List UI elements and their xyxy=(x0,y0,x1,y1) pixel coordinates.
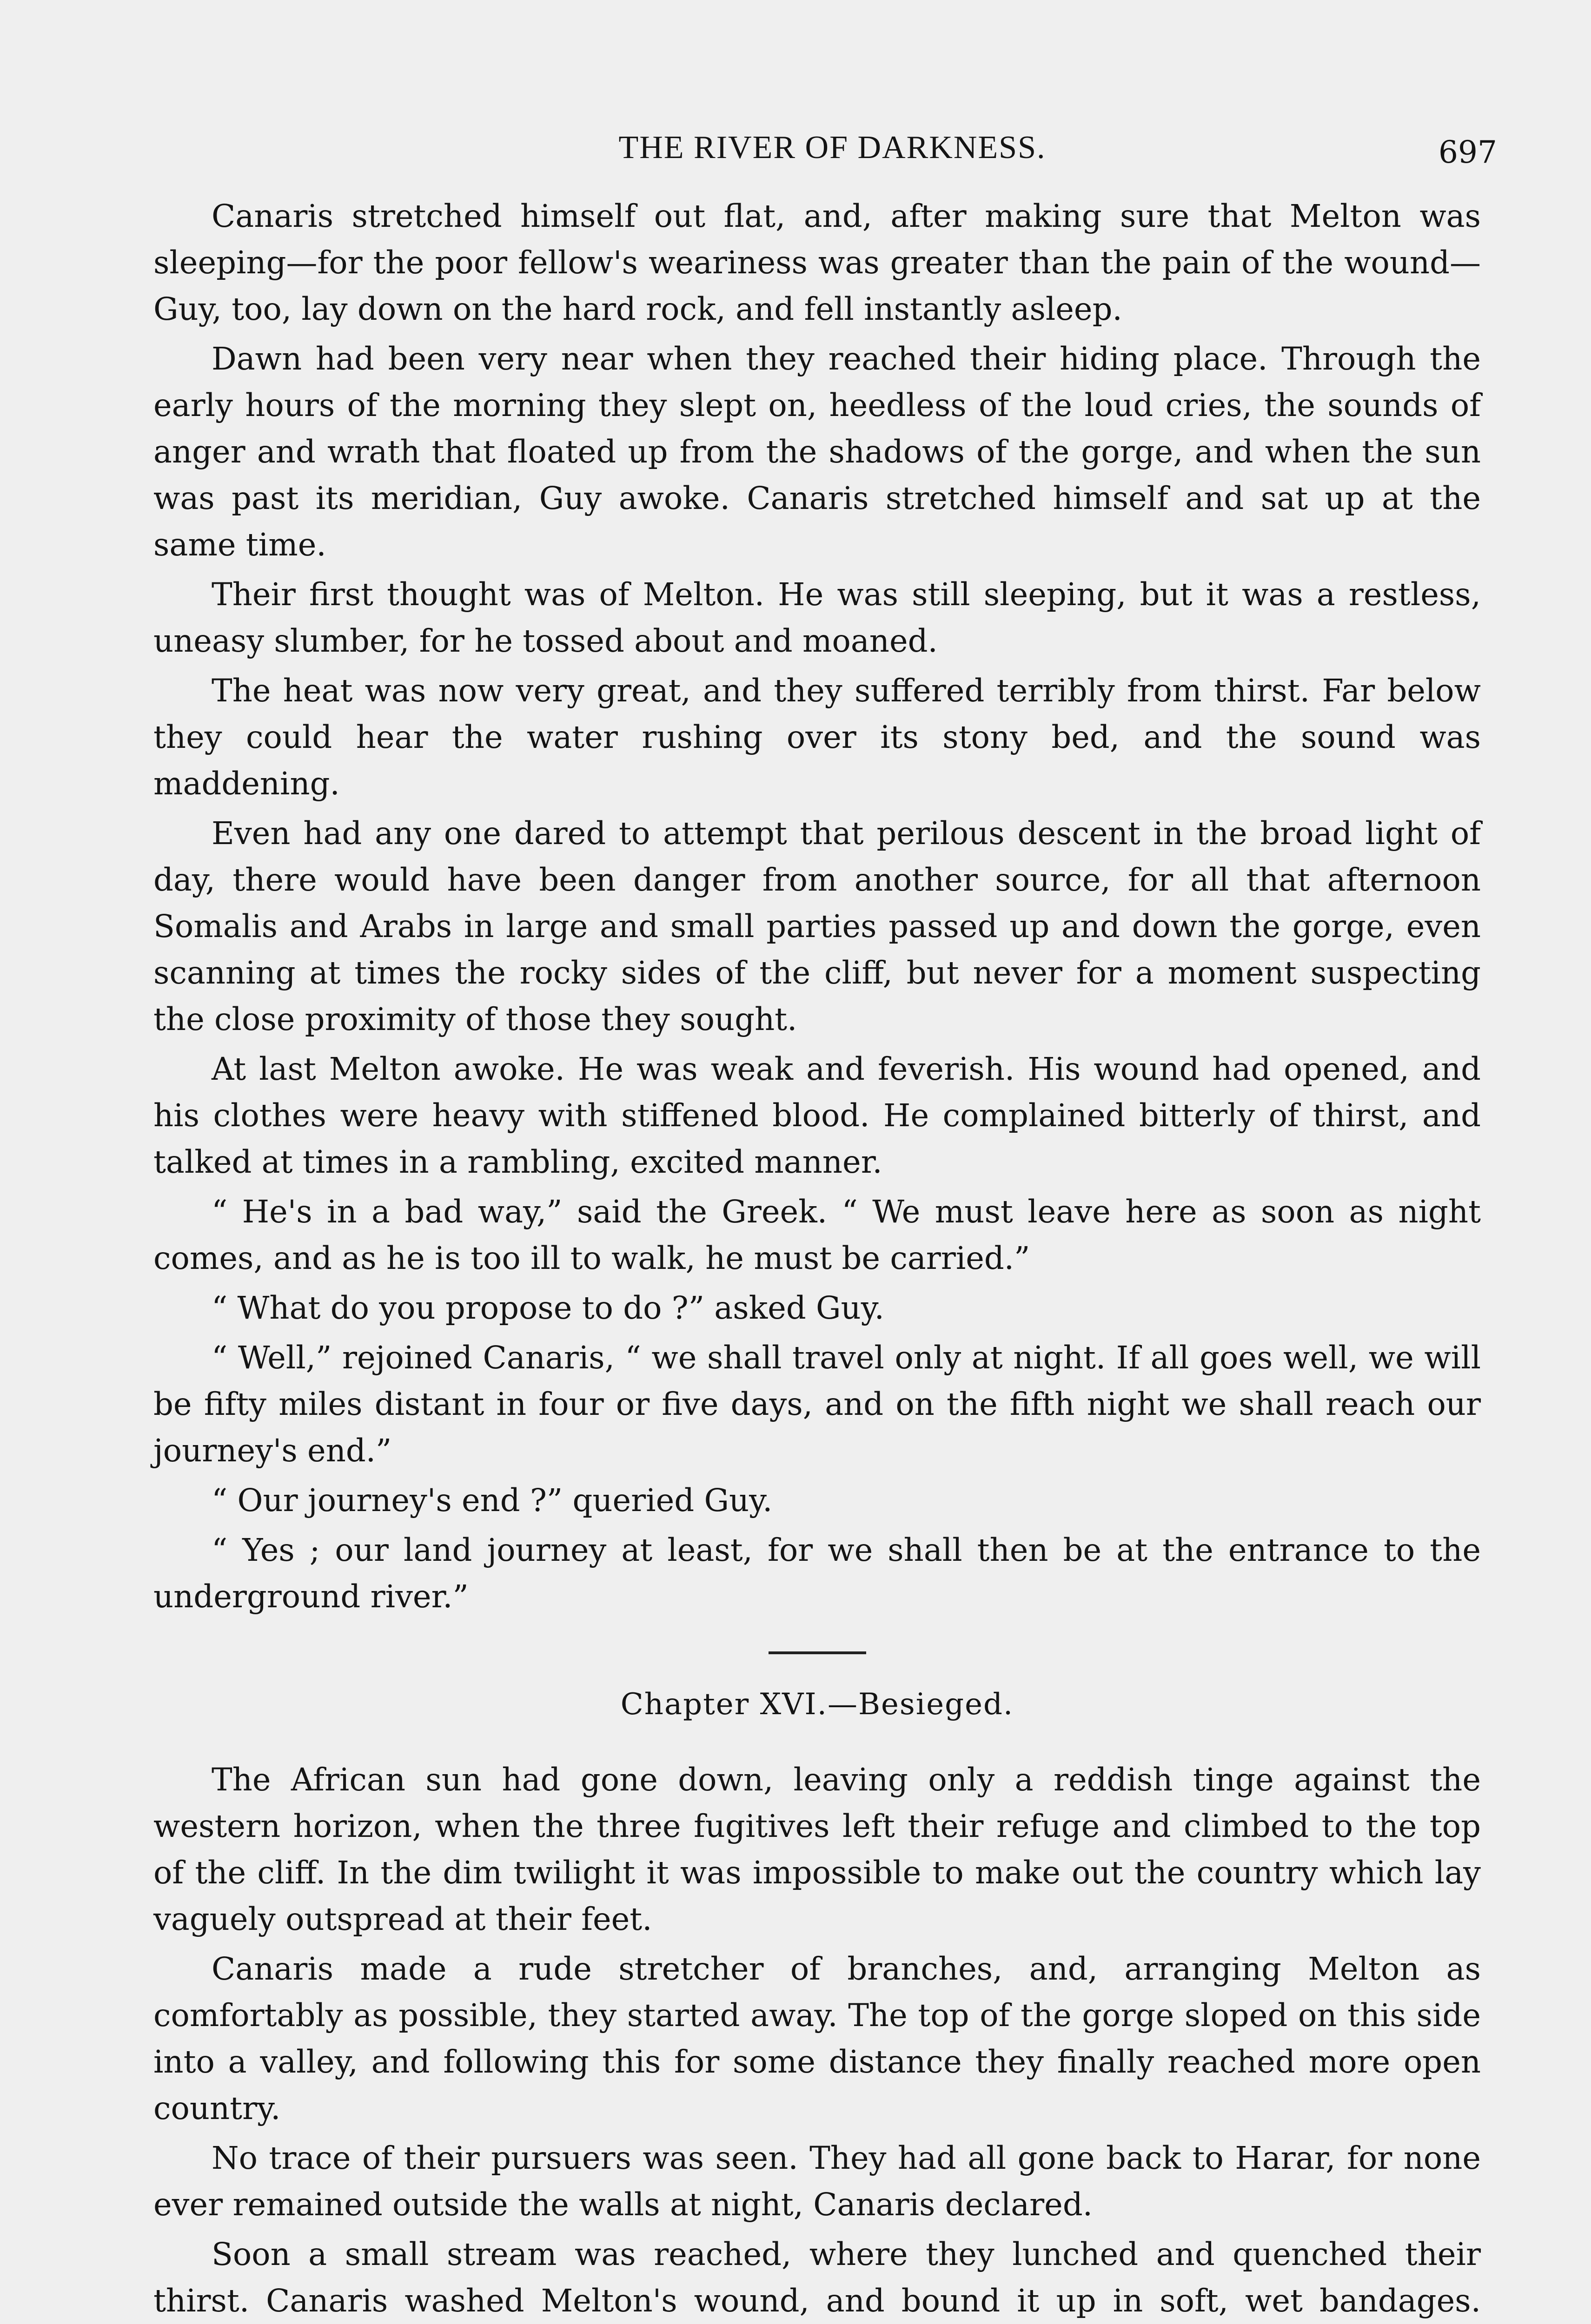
paragraph: “ What do you propose to do ?” asked Guy. xyxy=(212,1290,884,1326)
paragraph: “ Well,” rejoined Canaris, “ we shall travel only at night. If all goes well, we will be fifty miles distant in four or five days, and on the fifth night we shall reach our journey's end.” xyxy=(153,1340,1481,1469)
running-title: THE RIVER OF DARKNESS. xyxy=(618,130,1046,165)
paragraph: Soon a small stream was reached, where they lunched and quenched their thirst. Canaris washed Melton's wound, and bound it up in soft, wet bandages. xyxy=(153,2236,1481,2319)
page-header xyxy=(158,125,1506,171)
paragraph: “ Our journey's end ?” queried Guy. xyxy=(212,1482,773,1519)
paragraph: “ He's in a bad way,” said the Greek. “ We must leave here as soon as night comes, and as he is too ill to walk, he must be carried.” xyxy=(153,1194,1481,1276)
paragraph: At last Melton awoke. He was weak and feverish. His wound had opened, and his clothes were heavy with stiffened blood. He complained bitterly of thirst, and talked at times in a rambling, excited manner. xyxy=(153,1051,1481,1180)
page-number: 697 xyxy=(1439,134,1497,170)
paragraph: Even had any one dared to attempt that perilous descent in the broad light of day, there would have been danger from another source, for all that afternoon Somalis and Arabs in large and small parties passed up and down the gorge, even scanning at times the rocky sides of the cliff, but never for a moment suspecting the close proximity of those they sought. xyxy=(153,815,1481,1037)
body-text xyxy=(153,193,1481,2324)
section-divider xyxy=(769,1651,866,1654)
paragraph: The African sun had gone down, leaving only a reddish tinge against the western horizon, when the three fugitives left their refuge and climbed to the top of the cliff. In the dim twilight it was impossible to make out the country which lay vaguely outspread at their feet. xyxy=(153,1762,1481,1937)
paragraph: No trace of their pursuers was seen. They had all gone back to Harar, for none ever remained outside the walls at night, Canaris declared. xyxy=(153,2140,1481,2223)
paragraph: Canaris made a rude stretcher of branches, and, arranging Melton as comfortably as possible, they started away. The top of the gorge sloped on this side into a valley, and following this for some distance they finally reached more open country. xyxy=(153,1951,1481,2126)
paragraph: Dawn had been very near when they reached their hiding place. Through the early hours of the morning they slept on, heedless of the loud cries, the sounds of anger and wrath that floated up from the shadows of the gorge, and when the sun was past its meridian, Guy awoke. Canaris stretched himself and sat up at the same time. xyxy=(153,341,1481,563)
paragraph: “ Yes ; our land journey at least, for we shall then be at the entrance to the underground river.” xyxy=(153,1532,1481,1615)
paragraph: The heat was now very great, and they suffered terribly from thirst. Far below they could hear the water rushing over its stony bed, and the sound was maddening. xyxy=(153,673,1481,802)
paragraph: Canaris stretched himself out flat, and, after making sure that Melton was sleeping—for the poor fellow's weariness was greater than the pain of the wound—Guy, too, lay down on the hard rock, and fell instantly asleep. xyxy=(153,198,1481,327)
paragraph: Their first thought was of Melton. He was still sleeping, but it was a restless, uneasy slumber, for he tossed about and moaned. xyxy=(153,576,1481,659)
chapter-title: Chapter XVI.—Besieged. xyxy=(620,1687,1014,1722)
